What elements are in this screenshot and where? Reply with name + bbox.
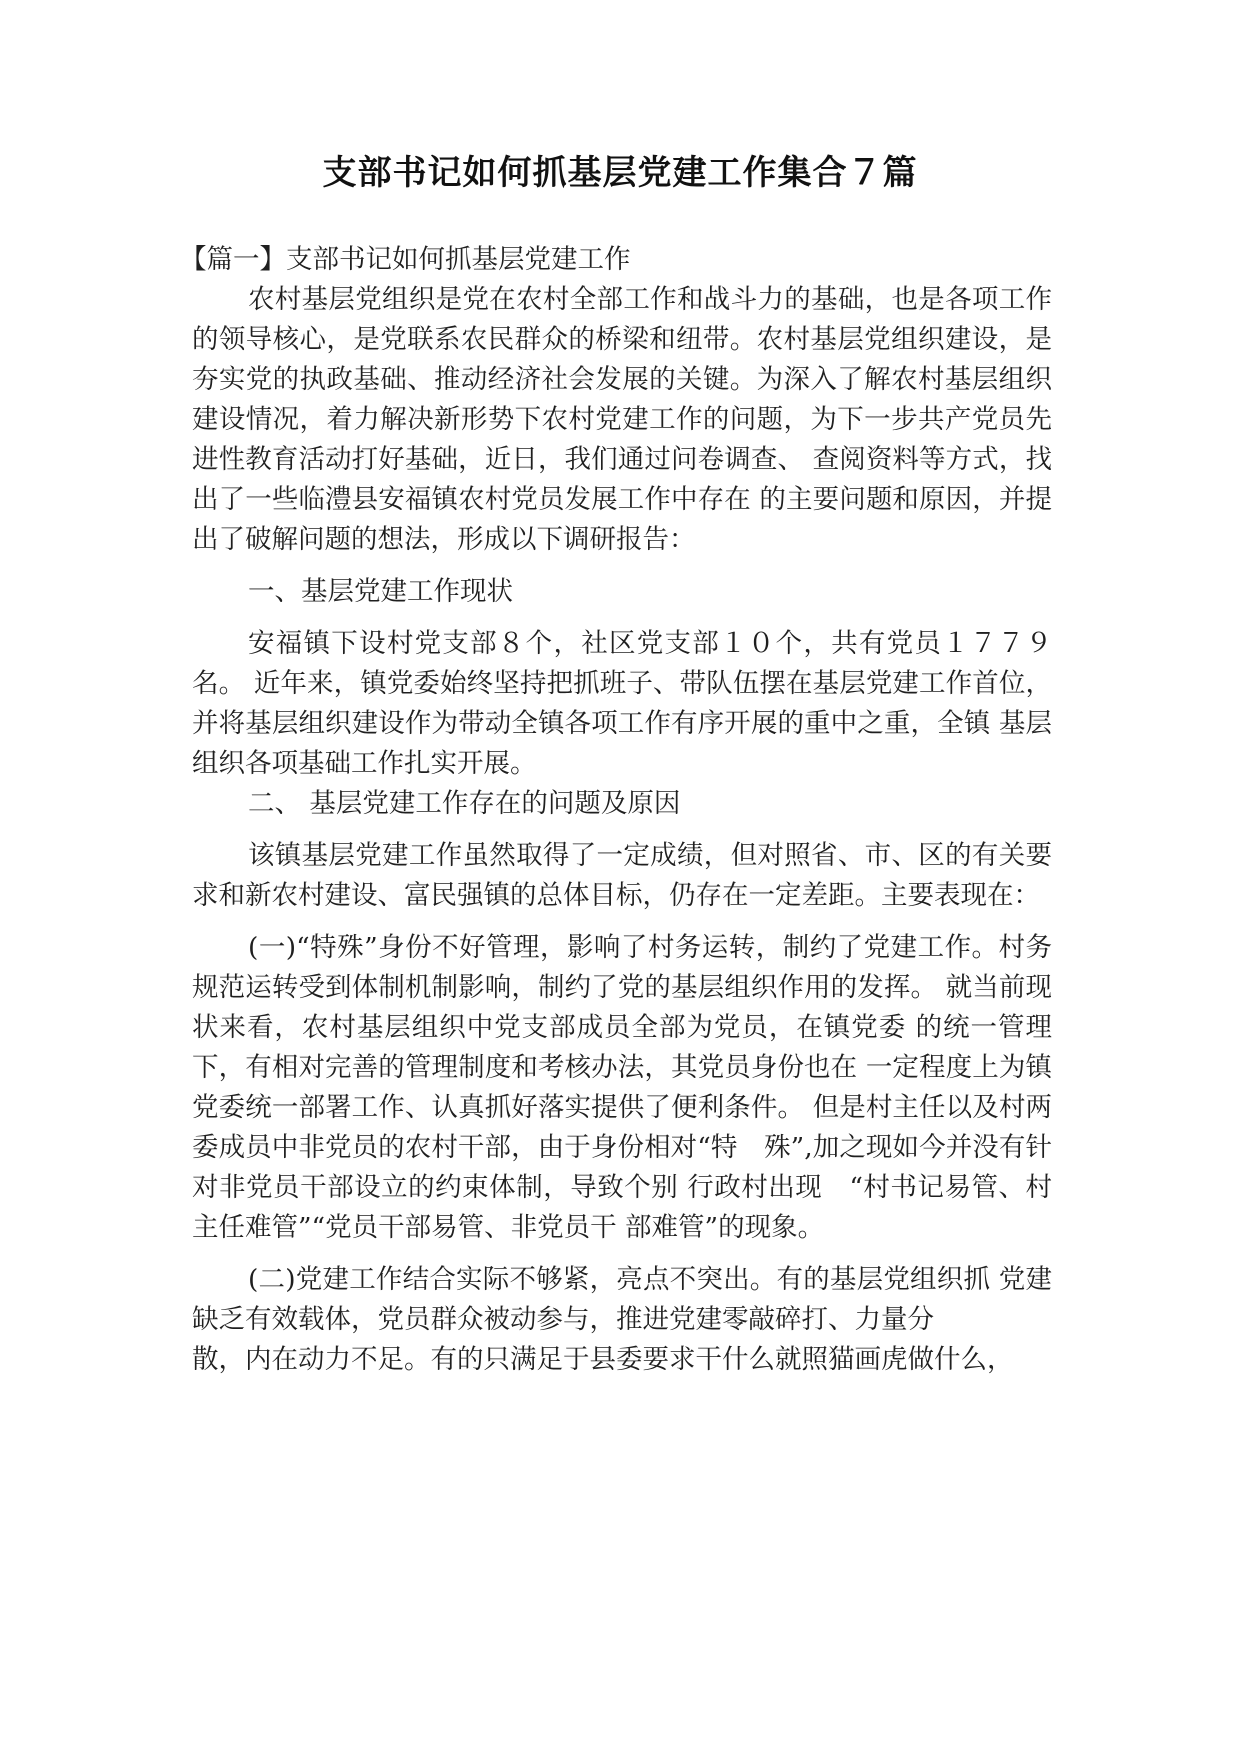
document-body (180, 240, 1052, 1380)
paragraph-problem-two: (二)党建工作结合实际不够紧，亮点不突出。有的基层党组织抓 党建缺乏有效载体，党员群众被动参与，推进党建零敲碎打、力量分 (192, 1264, 1052, 1335)
document-title: 支部书记如何抓基层党建工作集合７篇 (322, 153, 918, 193)
section-heading: 【篇一】支部书记如何抓基层党建工作 (180, 244, 631, 275)
heading-problems: 二、 基层党建工作存在的问题及原因 (248, 788, 681, 819)
paragraph-continuation: 散，内在动力不足。有的只满足于县委要求干什么就照猫画虎做什么， (192, 1344, 1014, 1375)
paragraph-problems-intro: 该镇基层党建工作虽然取得了一定成绩，但对照省、市、区的有关要求和新农村建设、富民强镇的总体目标，仍存在一定差距。主要表现在： (192, 840, 1052, 911)
paragraph-intro: 农村基层党组织是党在农村全部工作和战斗力的基础，也是各项工作的领导核心，是党联系农民群众的桥梁和纽带。农村基层党组织建设，是夯实党的执政基础、推动经济社会发展的关键。为深入了解农村基层组织建设情况，着力解决新形势下农村党建工作的问题，为下一步共产党员先进性教育活动打好基础，近日，我们通过问卷调查、 查阅资料等方式，找出了一些临澧县安福镇农村党员发展工作中存在 的主要问题和原因，并提出了破解问题的想法，形成以下调研报告： (192, 284, 1052, 555)
paragraph-current-status: 安福镇下设村党支部８个，社区党支部１０个，共有党员１７７９名。 近年来，镇党委始终坚持把抓班子、带队伍摆在基层党建工作首位， 并将基层组织建设作为带动全镇各项工作有序开展的重中之重，全镇 基层组织各项基础工作扎实开展。 (192, 628, 1052, 779)
heading-current-status: 一、基层党建工作现状 (248, 576, 513, 607)
paragraph-problem-one: (一)“特殊”身份不好管理，影响了村务运转，制约了党建工作。村务规范运转受到体制机制影响，制约了党的基层组织作用的发挥。 就当前现状来看，农村基层组织中党支部成员全部为党员，在镇党委 的统一管理下，有相对完善的管理制度和考核办法，其党员身份也在 一定程度上为镇党委统一部署工作、认真抓好落实提供了便利条件。 但是村主任以及村两委成员中非党员的农村干部，由于身份相对“特 殊”,加之现如今并没有针对非党员干部设立的约束体制，导致个别 行政村出现 “村书记易管、村主任难管”“党员干部易管、非党员干 部难管”的现象。 (192, 932, 1052, 1243)
